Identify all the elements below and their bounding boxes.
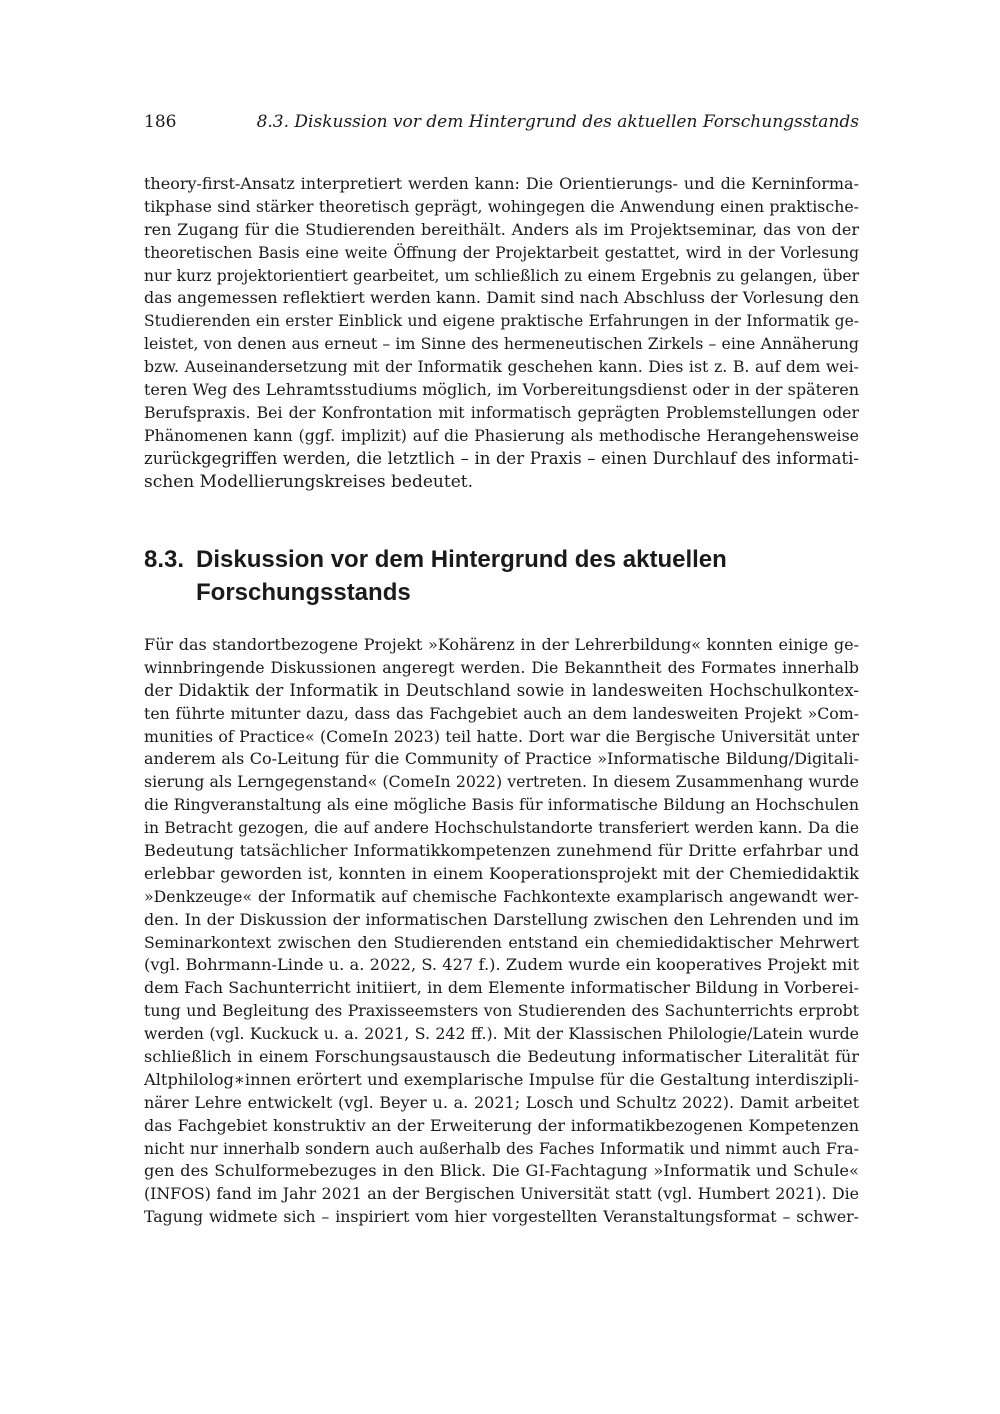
page-number: 186 bbox=[144, 112, 177, 132]
text-line: werden (vgl. Kuckuck u. a. 2021, S. 242 ff.). Mit der Klassischen Philologie/Latein wurde bbox=[144, 1024, 859, 1044]
text-line: theoretischen Basis eine weite Öffnung der Projektarbeit gestattet, wird in der Vorlesung bbox=[144, 243, 859, 262]
text-line: närer Lehre entwickelt (vgl. Beyer u. a. 2021; Losch und Schultz 2022). Damit arbeitet bbox=[144, 1092, 859, 1112]
text-line: erlebbar geworden ist, konnten in einem Kooperationsprojekt mit der Chemiedidaktik bbox=[144, 863, 859, 883]
text-line: das angemessen reflektiert werden kann. Damit sind nach Abschluss der Vorlesung den bbox=[144, 288, 859, 308]
text-line: teren Weg des Lehramtsstudiums möglich, im Vorbereitungsdienst oder in der späteren bbox=[144, 380, 859, 400]
text-line: den. In der Diskussion der informatischen Darstellung zwischen den Lehrenden und im bbox=[144, 909, 859, 929]
text-line: nur kurz projektorientiert gearbeitet, um schließlich zu einem Ergebnis zu gelangen, über bbox=[144, 266, 859, 285]
text-line: tung und Begleitung des Praxisseemsters von Studierenden des Sachunterrichts erprobt bbox=[144, 1001, 859, 1021]
text-line: ren Zugang für die Studierenden bereithält. Anders als im Projektseminar, das von der bbox=[144, 219, 859, 239]
text-line: Tagung widmete sich – inspiriert vom hier vorgestellten Veranstaltungsformat – schwer- bbox=[144, 1207, 859, 1227]
text-line: leistet, von denen aus erneut – im Sinne des hermeneutischen Zirkels – eine Annäherung bbox=[144, 334, 859, 354]
text-line: Bedeutung tatsächlicher Informatikkompetenzen zunehmend für Dritte erfahrbar und bbox=[144, 841, 859, 861]
running-header bbox=[144, 112, 859, 132]
text-line: die Ringveranstaltung als eine mögliche Basis für informatische Bildung an Hochschulen bbox=[144, 795, 859, 815]
text-line: (vgl. Bohrmann-Linde u. a. 2022, S. 427 f.). Zudem wurde ein kooperatives Projekt mit bbox=[144, 955, 859, 975]
section-heading bbox=[144, 543, 859, 609]
text-line: anderem als Co-Leitung für die Community of Practice »Informatische Bildung/Digitali- bbox=[144, 749, 859, 769]
text-line: schen Modellierungskreises bedeutet. bbox=[144, 471, 473, 492]
text-line: in Betracht gezogen, die auf andere Hochschulstandorte transferiert werden kann. Da die bbox=[144, 819, 859, 838]
text-line: Studierenden ein erster Einblick und eigene praktische Erfahrungen in der Informatik ge- bbox=[144, 312, 859, 331]
text-line: Seminarkontext zwischen den Studierenden entstand ein chemiedidaktischer Mehrwert bbox=[144, 932, 859, 952]
paragraph-2 bbox=[144, 634, 859, 1229]
text-line: munities of Practice« (ComeIn 2023) teil hatte. Dort war die Bergische Universität unter bbox=[144, 726, 859, 746]
text-line: gen des Schulformebezuges in den Blick. Die GI-Fachtagung »Informatik und Schule« bbox=[144, 1161, 859, 1181]
text-line: zurückgegriffen werden, die letztlich – in der Praxis – einen Durchlauf des informati- bbox=[144, 448, 859, 468]
text-line: Für das standortbezogene Projekt »Kohärenz in der Lehrerbildung« konnten einige ge- bbox=[144, 635, 859, 654]
text-line: sierung als Lerngegenstand« (ComeIn 2022) vertreten. In diesem Zusammenhang wurde bbox=[144, 772, 859, 792]
text-line: Phänomenen kann (ggf. implizit) auf die Phasierung als methodische Herangehensweise bbox=[144, 425, 859, 445]
text-line: schließlich in einem Forschungsaustausch die Bedeutung informatischer Literalität für bbox=[144, 1047, 859, 1067]
text-line: der Didaktik der Informatik in Deutschland sowie in landesweiten Hochschulkontex- bbox=[144, 680, 859, 700]
paragraph-1 bbox=[144, 173, 859, 493]
text-line: das Fachgebiet konstruktiv an der Erweiterung der informatikbezogenen Kompetenzen bbox=[144, 1115, 859, 1135]
text-line: bzw. Auseinandersetzung mit der Informatik geschehen kann. Dies ist z. B. auf dem wei- bbox=[144, 357, 859, 377]
text-line: winnbringende Diskussionen angeregt werden. Die Bekanntheit des Formates innerhalb bbox=[144, 657, 859, 677]
text-line: tikphase sind stärker theoretisch geprägt, wohingegen die Anwendung einen praktische- bbox=[144, 196, 859, 216]
text-line: »Denkzeuge« der Informatik auf chemische Fachkontexte examplarisch angewandt wer- bbox=[144, 886, 859, 906]
text-line: nicht nur innerhalb sondern auch außerhalb des Faches Informatik und nimmt auch Fra- bbox=[144, 1138, 859, 1158]
text-line: ten führte mitunter dazu, dass das Fachgebiet auch an dem landesweiten Projekt »Com- bbox=[144, 703, 859, 723]
text-line: Altphilolog∗innen erörtert und exemplarische Impulse für die Gestaltung interdiszipli- bbox=[144, 1069, 859, 1089]
section-number: 8.3. bbox=[144, 546, 185, 573]
section-title-line-1: Diskussion vor dem Hintergrund des aktuellen bbox=[196, 546, 727, 573]
text-line: theory-first-Ansatz interpretiert werden kann: Die Orientierungs- und die Kerninforma- bbox=[144, 174, 859, 193]
text-line: (INFOS) fand im Jahr 2021 an der Bergischen Universität statt (vgl. Humbert 2021). Die bbox=[144, 1184, 859, 1204]
text-line: dem Fach Sachunterricht initiiert, in dem Elemente informatischer Bildung in Vorberei- bbox=[144, 978, 859, 998]
running-title: 8.3. Diskussion vor dem Hintergrund des aktuellen Forschungsstands bbox=[256, 112, 859, 132]
section-title-line-2: Forschungsstands bbox=[196, 579, 411, 606]
text-line: Berufspraxis. Bei der Konfrontation mit informatisch geprägten Problemstellungen oder bbox=[144, 402, 859, 422]
